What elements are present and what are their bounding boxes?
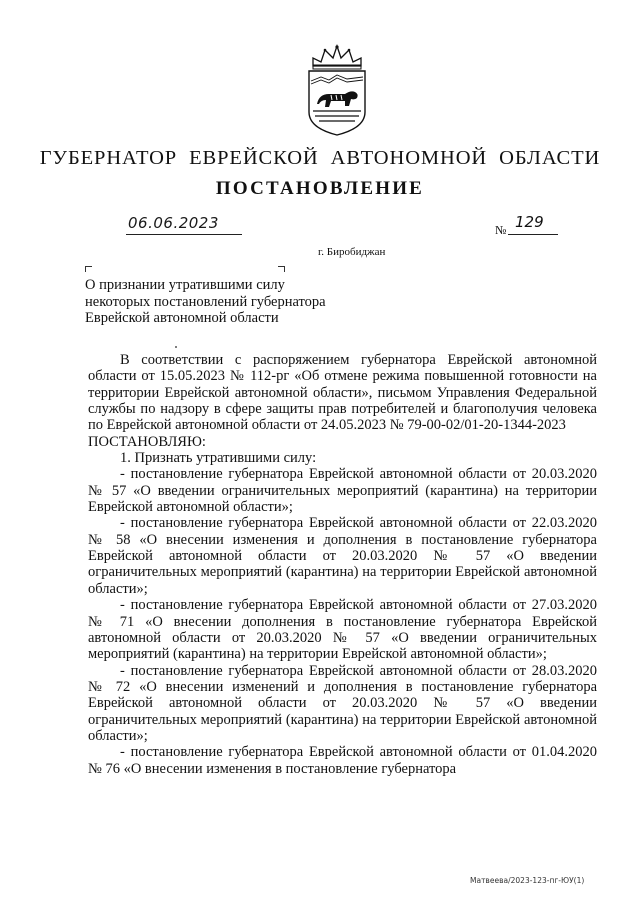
- list-item: - постановление губернатора Еврейской автономной области от 20.03.2020 № 57 «О введении ограничительных мероприятий (карантина) на территории Еврейской автономной области»;: [88, 466, 597, 516]
- scan-speck: [175, 346, 177, 348]
- list-item: - постановление губернатора Еврейской автономной области от 01.04.2020 № 76 «О внесении изменения в постановление губернатора: [88, 744, 597, 777]
- city-label: г. Биробиджан: [318, 246, 386, 258]
- list-item: - постановление губернатора Еврейской автономной области от 22.03.2020 № 58 «О внесении изменения и дополнения в постановление губернатора Еврейской автономной области от 20.03.2020 № 57 «О введении ограничительных мероприятий (карантина) на территории Еврейской автономной области»;: [88, 515, 597, 597]
- list-item: - постановление губернатора Еврейской автономной области от 28.03.2020 № 72 «О внесении изменений и дополнения в постановление губернатора Еврейской автономной области от 20.03.2020 № 57 «О введении ограничительных мероприятий (карантина) на территории Еврейской автономной области»;: [88, 662, 597, 744]
- title-line-2: некоторых постановлений губернатора: [85, 293, 326, 310]
- document-type-heading: ПОСТАНОВЛЕНИЕ: [215, 178, 425, 199]
- title-line-1: О признании утратившими силу: [85, 277, 285, 293]
- coat-of-arms-icon: [299, 44, 375, 137]
- number-underline: [508, 234, 558, 235]
- item-1-heading: 1. Признать утратившими силу:: [120, 450, 317, 467]
- title-corner-right: [278, 266, 285, 272]
- document-body: [88, 352, 597, 777]
- organization-heading: ГУБЕРНАТОР ЕВРЕЙСКОЙ АВТОНОМНОЙ ОБЛАСТИ: [39, 147, 601, 169]
- document-title: [85, 277, 326, 327]
- footer-code: Матвеева/2023-123-пг-ЮУ(1): [470, 876, 585, 885]
- resolve-word: ПОСТАНОВЛЯЮ:: [88, 433, 206, 450]
- document-number: 129: [515, 213, 544, 231]
- title-line-3: Еврейской автономной области: [85, 310, 279, 326]
- date-underline: [126, 234, 242, 235]
- title-corner-left: [85, 266, 92, 272]
- number-prefix: №: [495, 223, 507, 237]
- document-date: 06.06.2023: [128, 214, 219, 232]
- preamble-paragraph: В соответствии с распоряжением губернатора Еврейской автономной области от 15.05.2023 № 112-рг «Об отмене режима повышенной готовности на территории Еврейской автономной области», письмом Управления Федеральной службы по надзору в сфере защиты прав потребителей и благополучия человека по Еврейской автономной области от 24.05.2023 № 79-00-02/01-20-1344-2023: [88, 352, 597, 434]
- list-item: - постановление губернатора Еврейской автономной области от 27.03.2020 № 71 «О внесении дополнения в постановление губернатора Еврейской автономной области от 20.03.2020 № 57 «О введении ограничительных мероприятий (карантина) на территории Еврейской автономной области»;: [88, 597, 597, 663]
